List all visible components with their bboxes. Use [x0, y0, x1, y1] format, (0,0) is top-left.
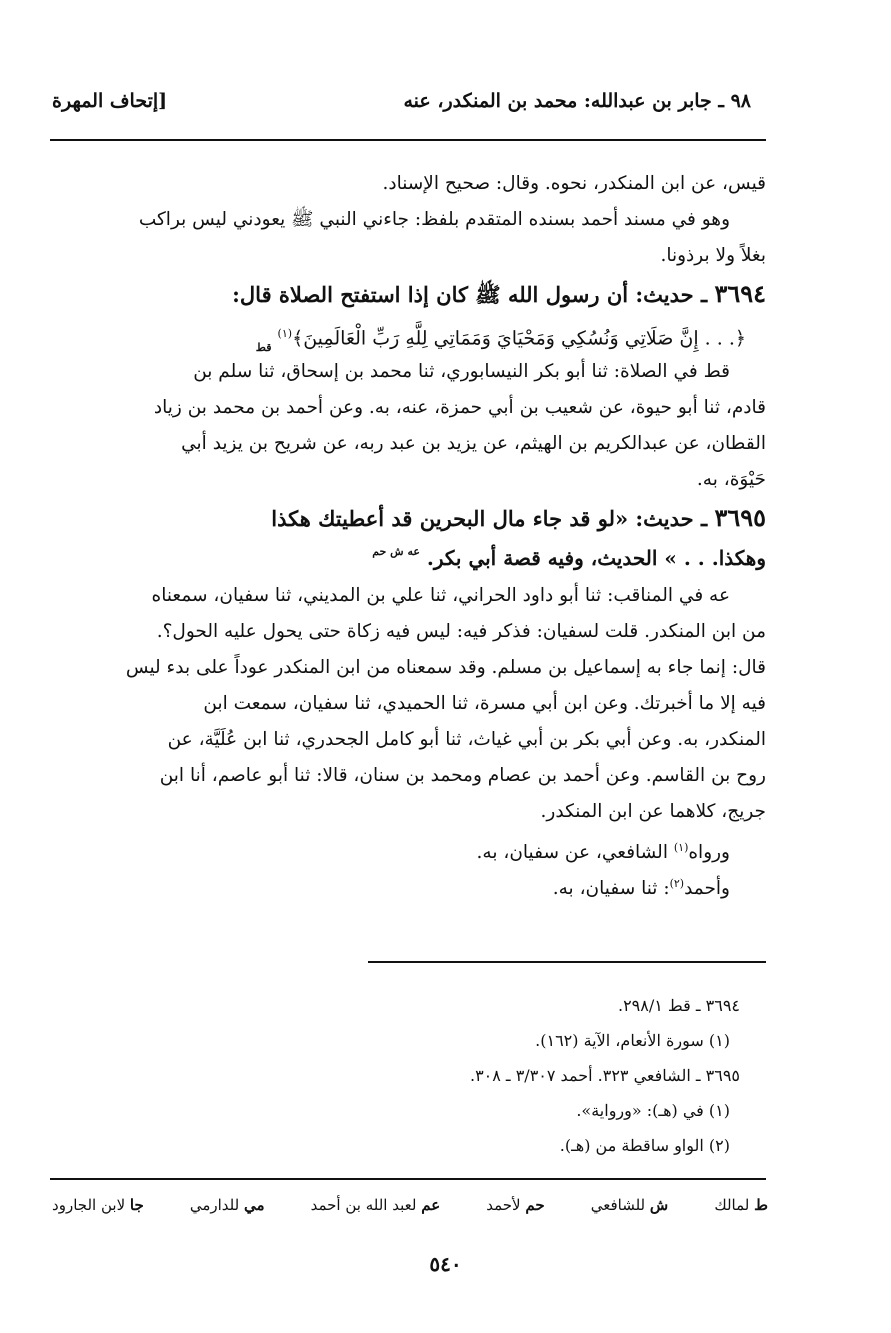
- hadith-number: ٣٦٩٤: [714, 279, 766, 308]
- abbreviation-code: عم: [421, 1196, 441, 1214]
- book-running-title: [إتحاف المهرة: [52, 90, 168, 112]
- text-line: قال: إنما جاء به إسماعيل بن مسلم. وقد سمعناه من ابن المنكدر عوداً على بدء ليس: [125, 657, 766, 678]
- footnote-rule: [368, 961, 766, 963]
- abbreviation-code: حم: [525, 1196, 545, 1214]
- abbreviations-rule: [50, 1178, 766, 1180]
- abbreviation-code: جا: [129, 1196, 144, 1214]
- hadith-number: ٣٦٩٥: [714, 503, 766, 532]
- text-line: بغلاً ولا برذونا.: [660, 245, 766, 266]
- hadith-heading-text: ـ حديث: «لو قد جاء مال البحرين قد أعطيتك هكذا: [271, 506, 708, 531]
- abbreviation-item: [486, 1196, 544, 1226]
- abbreviation-item: [52, 1196, 144, 1226]
- text-fragment: ورواه: [688, 842, 730, 864]
- text-line: القطان، عن عبدالكريم بن الهيثم، عن يزيد بن عبد ربه، عن شريح بن يزيد أبي: [181, 433, 766, 454]
- source-code: قط: [255, 341, 272, 354]
- main-text: [52, 166, 766, 902]
- page-number: ٥٤٠: [429, 1252, 462, 1276]
- abbreviation-name: لأحمد: [486, 1196, 521, 1214]
- text-line: عه في المناقب: ثنا أبو داود الحراني، ثنا علي بن المديني، ثنا سفيان، سمعناه: [151, 585, 730, 606]
- quran-verse: [52, 314, 766, 354]
- footnote: (٢) الواو ساقطة من (هـ).: [559, 1136, 730, 1155]
- source-code: عه ش حم: [372, 545, 420, 558]
- abbreviation-name: للدارمي: [189, 1196, 240, 1214]
- footnote: (١) سورة الأنعام، الآية (١٦٢).: [535, 1031, 730, 1050]
- abbreviation-name: لعبد الله بن أحمد: [310, 1196, 417, 1214]
- abbreviations-key: [52, 1196, 768, 1226]
- hadith-heading-text: وهكذا. . . » الحديث، وفيه قصة أبي بكر.: [426, 546, 766, 570]
- abbreviation-item: [714, 1196, 768, 1226]
- text-line: حَيْوَة، به.: [696, 469, 766, 490]
- text-fragment: : ثنا سفيان، به.: [552, 878, 670, 900]
- abbreviation-code: مي: [243, 1196, 265, 1214]
- text-line: فيه إلا ما أخبرتك. وعن ابن أبي مسرة، ثنا الحميدي، ثنا سفيان، سمعت ابن: [203, 693, 766, 714]
- running-header: [52, 84, 751, 124]
- abbreviation-name: لابن الجارود: [52, 1196, 126, 1214]
- abbreviation-item: [591, 1196, 669, 1226]
- text-line: جريج، كلاهما عن ابن المنكدر.: [540, 801, 766, 822]
- text-line: قيس، عن ابن المنكدر، نحوه. وقال: صحيح الإسناد.: [382, 173, 766, 194]
- text-line: [52, 830, 766, 866]
- hadith-heading: [52, 274, 766, 314]
- abbreviation-name: لمالك: [714, 1196, 750, 1214]
- abbreviation-code: ط: [754, 1196, 768, 1214]
- footnote: (١) في (هـ): «ورواية».: [576, 1101, 730, 1120]
- footnote: ٣٦٩٤ ـ قط ٢٩٨/١.: [617, 996, 740, 1015]
- header-rule: [50, 139, 766, 141]
- text-line: من ابن المنكدر. قلت لسفيان: فذكر فيه: ليس فيه زكاة حتى يحول عليه الحول؟.: [156, 621, 766, 642]
- text-line: قط في الصلاة: ثنا أبو بكر النيسابوري، ثنا محمد بن إسحاق، ثنا سلم بن: [193, 361, 730, 382]
- text-line: المنكدر، به. وعن أبي بكر بن أبي غياث، ثنا أبو كامل الجحدري، ثنا ابن عُلَيَّة، عن: [167, 729, 766, 750]
- quran-verse-text: ﴿. . . إِنَّ صَلَاتِي وَنُسُكِي وَمَحْيَايَ وَمَمَاتِي لِلَّهِ رَبِّ الْعَالَمِينَ﴾: [292, 327, 746, 350]
- text-line: [52, 866, 766, 902]
- text-line: وهو في مسند أحمد بسنده المتقدم بلفظ: جاءني النبي ﷺ يعودني ليس براكب: [138, 209, 730, 230]
- abbreviation-item: [190, 1196, 265, 1226]
- footnote-marker: (٢): [669, 877, 685, 890]
- hadith-heading-text: ـ حديث: أن رسول الله ﷺ كان إذا استفتح الصلاة قال:: [232, 282, 708, 307]
- text-fragment: الشافعي، عن سفيان، به.: [476, 842, 674, 864]
- footnote-marker: (١): [673, 841, 689, 854]
- abbreviation-name: للشافعي: [590, 1196, 646, 1214]
- text-fragment: وأحمد: [684, 878, 730, 900]
- footnote-marker: (١): [277, 327, 293, 340]
- footnote: ٣٦٩٥ ـ الشافعي ٣٢٣. أحمد ٣/٣٠٧ ـ ٣٠٨.: [469, 1066, 740, 1085]
- chapter-running-title: ٩٨ ـ جابر بن عبدالله: محمد بن المنكدر، عنه: [403, 90, 751, 112]
- abbreviation-code: ش: [649, 1196, 669, 1214]
- footnotes: [120, 988, 740, 1163]
- abbreviation-item: [311, 1196, 441, 1226]
- hadith-heading-continued: [52, 538, 766, 578]
- text-line: قادم، ثنا أبو حيوة، عن شعيب بن أبي حمزة، عنه، به. وعن أحمد بن محمد بن زياد: [153, 397, 766, 418]
- text-line: روح بن القاسم. وعن أحمد بن عصام ومحمد بن سنان، قالا: ثنا أبو عاصم، أنا ابن: [159, 765, 766, 786]
